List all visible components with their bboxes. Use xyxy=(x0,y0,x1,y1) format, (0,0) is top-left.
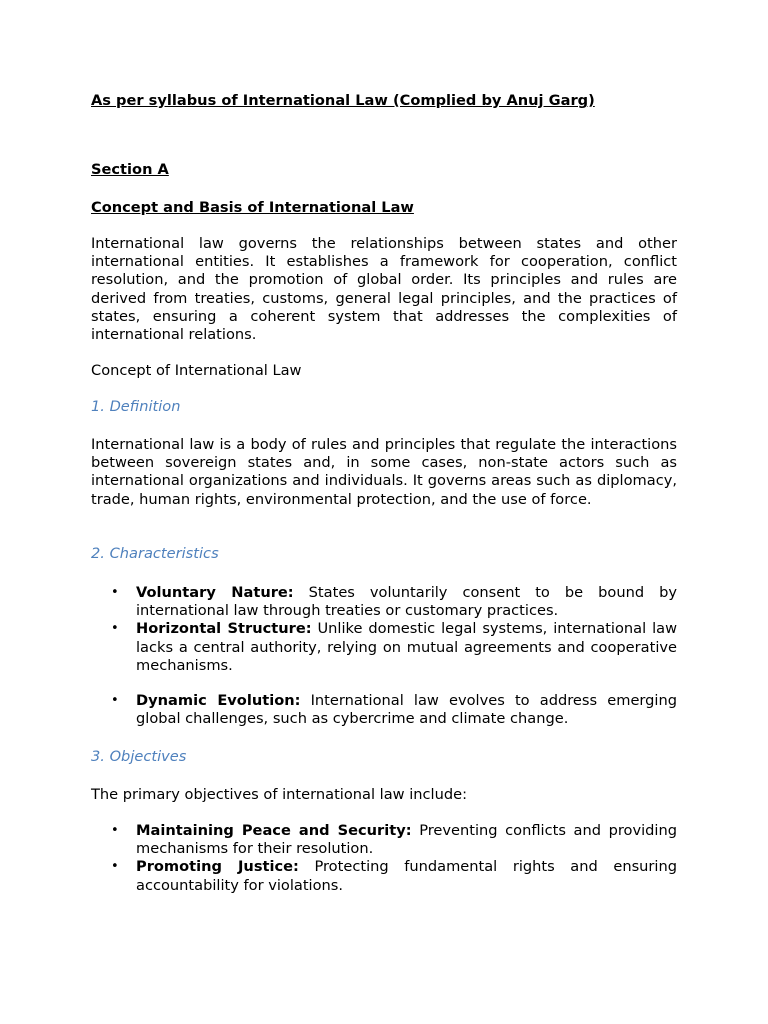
objectives-heading: 3. Objectives xyxy=(91,748,187,765)
list-item-text: Unlike domestic legal systems, international law lacks a central authority, relying on mutual agreements and cooperative mechanisms. xyxy=(136,620,678,674)
list-item-term: Voluntary Nature: xyxy=(136,584,294,601)
document-title: As per syllabus of International Law (Complied by Anuj Garg) xyxy=(91,92,595,109)
list-item-text: States voluntarily consent to be bound by international law through treaties or customary practices. xyxy=(136,584,677,620)
list-item-term: Maintaining Peace and Security: xyxy=(136,822,412,839)
section-heading: Section A xyxy=(91,161,169,178)
list-item xyxy=(91,858,677,894)
bullet-icon: • xyxy=(111,621,119,637)
list-item xyxy=(91,692,677,728)
objectives-list xyxy=(91,822,677,895)
list-item-text: Preventing conflicts and providing mechanisms for their resolution. xyxy=(136,822,677,858)
list-item-term: Horizontal Structure: xyxy=(136,620,312,638)
subsection-heading: Concept and Basis of International Law xyxy=(91,199,414,216)
list-item xyxy=(91,584,677,620)
characteristics-list xyxy=(91,584,677,728)
intro-paragraph: International law governs the relationships between states and other international entities. It establishes a framework for cooperation, conflict resolution, and the promotion of global order. Its principles and rules are derived from treaties, customs, general legal principles, and the practices of states, ensuring a coherent system that addresses the complexities of international relations. xyxy=(91,235,677,344)
list-item-text: International law evolves to address emerging global challenges, such as cybercrime and climate change. xyxy=(136,692,677,728)
list-item xyxy=(91,620,677,675)
list-item xyxy=(91,822,677,858)
list-item-text: Protecting fundamental rights and ensuring accountability for violations. xyxy=(136,858,677,894)
list-item-term: Dynamic Evolution: xyxy=(136,692,301,710)
concept-heading: Concept of International Law xyxy=(91,362,302,379)
bullet-icon: • xyxy=(111,823,119,838)
bullet-icon: • xyxy=(111,693,119,709)
characteristics-heading: 2. Characteristics xyxy=(91,545,219,562)
objectives-intro: The primary objectives of international law include: xyxy=(91,786,468,803)
list-item-term: Promoting Justice: xyxy=(136,858,299,876)
bullet-icon: • xyxy=(111,859,119,875)
bullet-icon: • xyxy=(111,585,119,600)
definition-heading: 1. Definition xyxy=(91,398,181,415)
definition-paragraph: International law is a body of rules and principles that regulate the interactions between sovereign states and, in some cases, non-state actors such as international organizations and individuals. It governs areas such as diplomacy, trade, human rights, environmental protection, and the use of force. xyxy=(91,436,677,508)
